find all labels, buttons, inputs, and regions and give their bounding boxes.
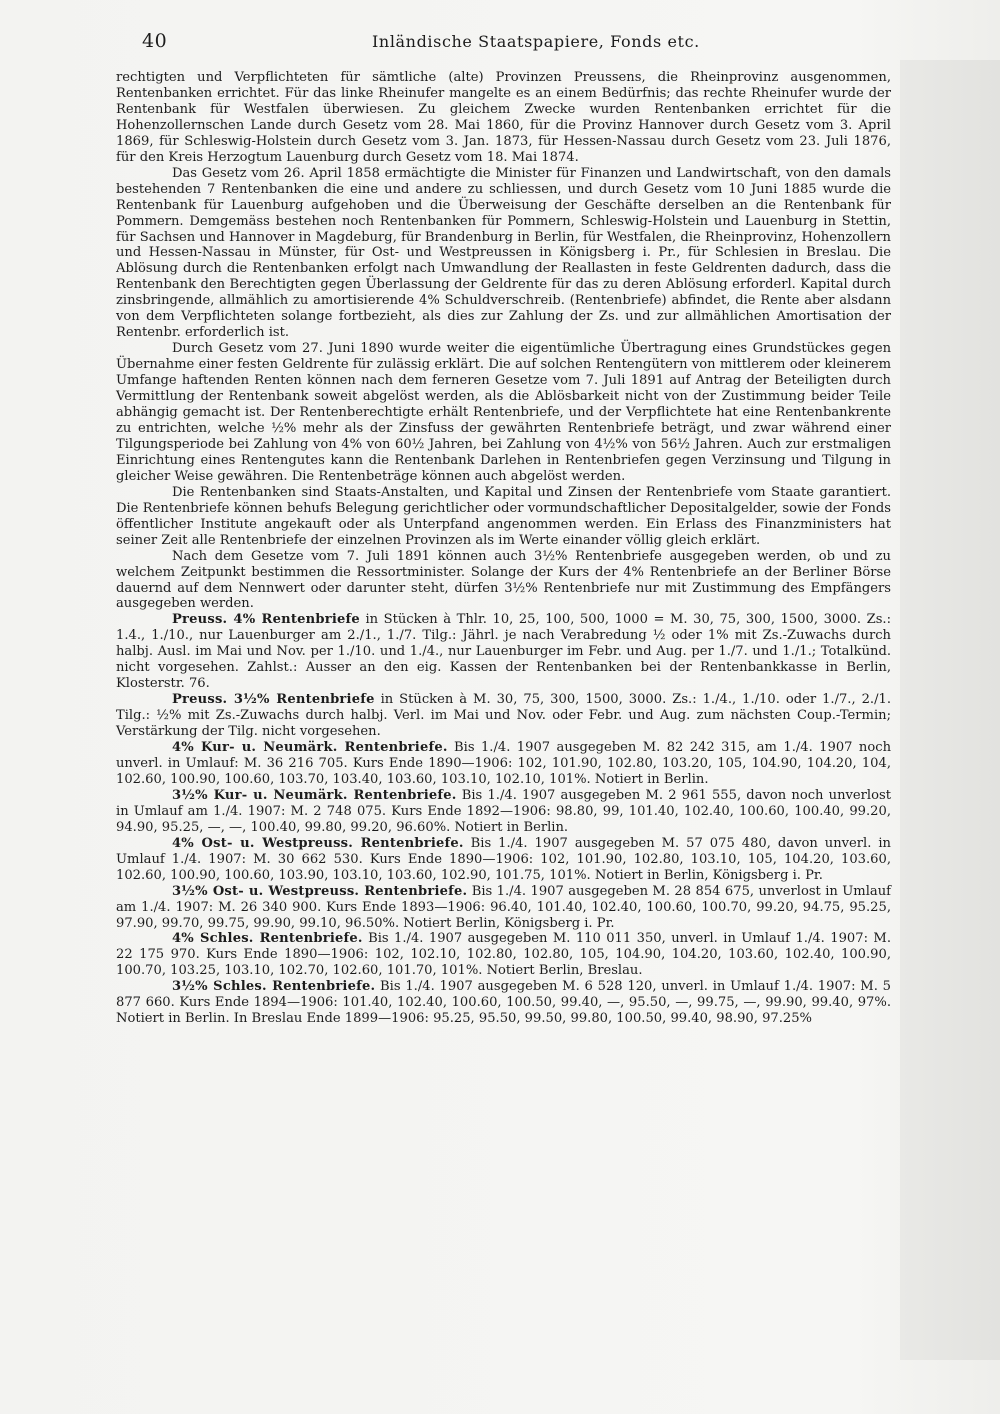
bond-entry [116,836,891,884]
bond-entry [116,612,891,692]
bond-entry-heading: Preuss. 3½% Rentenbriefe [172,692,375,708]
bond-entry-heading: 3½% Kur- u. Neumärk. Rentenbriefe. [172,787,457,803]
bond-entry-text: in Stücken à M. 30, 75, 300, 1500, 3000. Zs.: 1./4., 1./10. oder 1./7., 2./1. Tilg.: ½% mit Zs.-Zuwachs durch halbj. Verl. im Mai und Nov. oder Febr. und Aug. zum nächsten Coup.-Termin; Verstärkung der Tilg. nicht vorgesehen. [116,692,891,740]
bond-entry [116,884,891,932]
bond-entry-text: Bis 1./4. 1907 ausgegeben M. 6 528 120, unverl. in Umlauf 1./4. 1907: M. 5 877 660. Kurs Ende 1894—1906: 101.40, 102.40, 100.60, 100.50, 99.40, —, 95.50, —, 99.75, —, 99.90, 99.40, 97%. Notiert in Berlin. In Breslau Ende 1899—1906: 95.25, 95.50, 99.50, 99.80, 100.50, 99.40, 98.90, 97.25% [116,979,891,1027]
bond-entry-text: Bis 1./4. 1907 ausgegeben M. 82 242 315, am 1./4. 1907 noch unverl. in Umlauf: M. 36 216 705. Kurs Ende 1890—1906: 102, 101.90, 102.80, 103.20, 105, 104.90, 104.20, 104, 102.60, 100.90, 100.60, 103.70, 103.40, 103.60, 103.10, 102.10, 101%. Notiert in Berlin. [116,740,891,787]
paragraph-three-half-percent: Nach dem Gesetze vom 7. Juli 1891 können auch 3½% Rentenbriefe ausgegeben werden, ob und zu welchem Zeitpunkt bestimmen die Ressortminister. Solange der Kurs der 4% Rentenbriefe an der Berliner Börse dauernd auf dem Nennwert oder darunter steht, dürfen 3½% Rentenbriefe nur mit Zustimmung des Empfängers ausgegeben werden. [116,548,891,612]
paragraph-state-guarantee: Die Rentenbanken sind Staats-Anstalten, und Kapital und Zinsen der Rentenbriefe vom Staate garantiert. Die Rentenbriefe können behufs Belegung gerichtlicher oder vormundschaftlicher Depositalgelder, sowie der Fonds öffentlicher Institute angekauft oder als Unterpfand angenommen werden. Ein Erlass des Finanzministers hat seiner Zeit alle Rentenbriefe der einzelnen Provinzen als im Werte einander völlig gleich erklärt. [116,484,891,548]
bond-entry-text: Bis 1./4. 1907 ausgegeben M. 28 854 675, unverlost in Umlauf am 1./4. 1907: M. 26 340 900. Kurs Ende 1893—1906: 96.40, 101.40, 102.40, 100.60, 100.70, 99.20, 94.75, 95.25, 97.90, 99.70, 99.75, 99.90, 99.10, 96.50%. Notiert Berlin, Königsberg i. Pr. [116,883,891,931]
paragraph-rentenbanken-history: rechtigten und Verpflichteten für sämtliche (alte) Provinzen Preussens, die Rheinprovinz ausgenommen, Rentenbanken errichtet. Für das linke Rheinufer mangelte es an einem Bedürfnis; das rechte Rheinufer wurde der Rentenbank für Westfalen überwiesen. Zu gleichem Zwecke wurden Rentenbanken errichtet für die Hohenzollernschen Lande durch Gesetz vom 28. Mai 1860, für die Provinz Hannover durch Gesetz vom 3. April 1869, für Schleswig-Holstein durch Gesetz vom 3. Jan. 1873, für Hessen-Nassau durch Gesetz vom 23. Juli 1876, für den Kreis Herzogtum Lauenburg durch Gesetz vom 18. Mai 1874. [116,70,891,165]
page-header [0,28,1000,58]
paragraph-rentenbanken-consolidation: Das Gesetz vom 26. April 1858 ermächtigte die Minister für Finanzen und Landwirtschaft, von den damals bestehenden 7 Rentenbanken die eine und andere zu schliessen, und durch Gesetz vom 10 Juni 1885 wurde die Rentenbank für Lauenburg aufgehoben und die Überweisung der Geschäfte derselben an die Rentenbank für Pommern. Demgemäss bestehen noch Rentenbanken für Pommern, Schleswig-Holstein und Lauenburg in Stettin, für Sachsen und Hannover in Magdeburg, für Brandenburg in Berlin, für Westfalen, die Rheinprovinz, Hohenzollern und Hessen-Nassau in Münster, für Ost- und Westpreussen in Königsberg i. Pr., für Schlesien in Breslau. Die Ablösung durch die Rentenbanken erfolgt nach Umwandlung der Reallasten in feste Geldrenten dadurch, dass die Rentenbank den Berechtigten gegen Überlassung der Geldrente für das zu deren Ablösung erforderl. Kapital durch zinsbringende, allmählich zu amortisierende 4% Schuldverschreib. (Rentenbriefe) abfindet, die Rente aber alsdann von dem Verpflichteten solange fortbezieht, als dies zur Zahlung der Zs. und zur allmählichen Amortisation der Rentenbr. erforderlich ist. [116,165,891,341]
bond-entry-heading: Preuss. 4% Rentenbriefe [172,612,360,628]
bond-entry [116,788,891,836]
adjacent-page-edge [900,60,1000,1360]
bond-entry [116,692,891,740]
bond-entry-text: Bis 1./4. 1907 ausgegeben M. 2 961 555, davon noch unverlost in Umlauf am 1./4. 1907: M. 2 748 075. Kurs Ende 1892—1906: 98.80, 99, 101.40, 102.40, 100.60, 100.40, 99.20, 94.90, 95.25, —, —, 100.40, 99.80, 99.20, 96.60%. Notiert in Berlin. [116,787,891,835]
bond-entry [116,979,891,1027]
bond-entry-heading: 4% Ost- u. Westpreuss. Rentenbriefe. [172,835,464,851]
paragraph-rentengueter: Durch Gesetz vom 27. Juni 1890 wurde weiter die eigentümliche Übertragung eines Grundstückes gegen Übernahme einer festen Geldrente für zulässig erklärt. Die auf solchen Rentengütern von mittlerem oder kleinerem Umfange haftenden Renten können nach dem ferneren Gesetze vom 7. Juli 1891 auf Antrag der Beteiligten durch Vermittlung der Rentenbank soweit abgelöst werden, als die Ablösbarkeit nicht von der Zustimmung beider Teile abhängig gemacht ist. Der Rentenberechtigte erhält Rentenbriefe, und der Verpflichtete hat eine Rentenbankrente zu entrichten, welche ½% mehr als der Zinsfuss der gewährten Rentenbriefe beträgt, und zwar während einer Tilgungsperiode bei Zahlung von 4% von 60½ Jahren, bei Zahlung von 4½% von 56½ Jahren. Auch zur erstmaligen Einrichtung eines Rentengutes kann die Rentenbank Darlehen in Rentenbriefen gegen Verzinsung und Tilgung in gleicher Weise gewähren. Die Rentenbeträge können auch abgelöst werden. [116,341,891,484]
bond-entry [116,931,891,979]
bond-entry-text: in Stücken à Thlr. 10, 25, 100, 500, 1000 = M. 30, 75, 300, 1500, 3000. Zs.: 1.4., 1./10., nur Lauenburger am 2./1., 1./7. Tilg.: Jährl. je nach Verabredung ½ oder 1% mit Zs.-Zuwachs durch halbj. Ausl. im Mai und Nov. per 1./10. und 1./4., nur Lauenburger im Febr. und Aug. per 1./7. und 1./1.; Totalkünd. nicht vorgesehen. Zahlst.: Ausser an den eig. Kassen der Rentenbanken bei der Rentenbankkasse in Berlin, Klosterstr. 76. [116,612,891,692]
bond-entry-heading: 4% Kur- u. Neumärk. Rentenbriefe. [172,740,448,756]
bond-entry-text: Bis 1./4. 1907 ausgegeben M. 110 011 350, unverl. in Umlauf 1./4. 1907: M. 22 175 970. Kurs Ende 1890—1906: 102, 102.10, 102.80, 102.80, 105, 104.90, 104.20, 103.60, 102.40, 100.90, 100.70, 103.25, 103.10, 102.70, 102.60, 101.70, 101%. Notiert Berlin, Breslau. [116,931,891,979]
running-title: Inländische Staatspapiere, Fonds etc. [372,32,700,51]
bond-entry-heading: 3½% Schles. Rentenbriefe. [172,979,376,995]
page-number: 40 [142,30,168,52]
bond-entry-heading: 4% Schles. Rentenbriefe. [172,931,363,947]
body-text [116,70,891,1027]
bond-entry-text: Bis 1./4. 1907 ausgegeben M. 57 075 480, davon unverl. in Umlauf 1./4. 1907: M. 30 662 530. Kurs Ende 1890—1906: 102, 101.90, 102.80, 103.10, 105, 104.20, 103.60, 102.60, 100.90, 100.60, 103.90, 103.10, 103.60, 102.90, 101.75, 101%. Notiert in Berlin, Königsberg i. Pr. [116,835,891,883]
bond-entry-heading: 3½% Ost- u. Westpreuss. Rentenbriefe. [172,883,468,899]
bond-entry [116,740,891,788]
